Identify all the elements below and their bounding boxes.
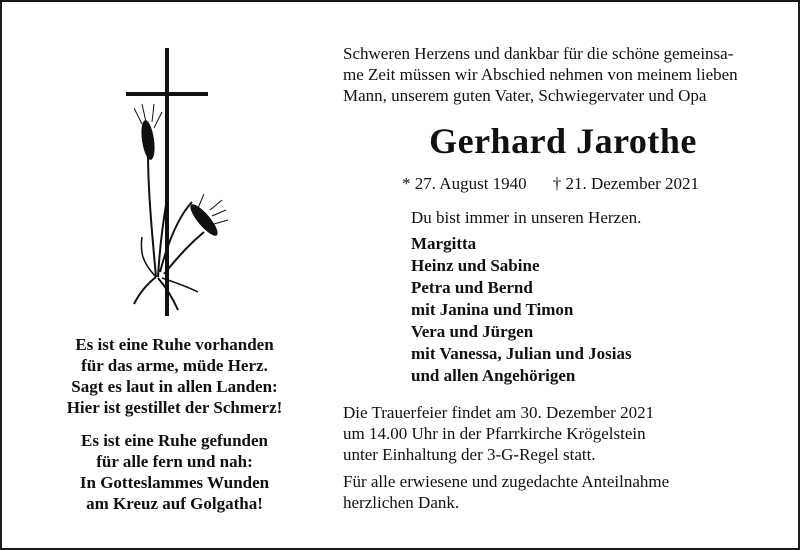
poem-line: In Gotteslammes Wunden — [79, 473, 270, 492]
poem-line: Es ist eine Ruhe gefunden — [80, 431, 269, 450]
poem-line: Sagt es laut in allen Landen: — [71, 377, 278, 396]
funeral-line: um 14.00 Uhr in der Pfarrkirche Krögelstein — [343, 424, 646, 443]
birth-date: * 27. August 1940 — [402, 174, 527, 193]
mourner: und allen Angehörigen — [411, 366, 576, 385]
poem-stanza-2 — [32, 430, 317, 514]
poem-line: Es ist eine Ruhe vorhanden — [75, 335, 274, 354]
cross-with-wheat-icon — [112, 42, 232, 322]
intro-text — [343, 43, 783, 106]
poem-stanza-1 — [32, 334, 317, 418]
thanks-line: herzlichen Dank. — [343, 493, 460, 512]
life-dates — [402, 174, 699, 194]
poem-line: Hier ist gestillet der Schmerz! — [66, 398, 283, 417]
mourner: Heinz und Sabine — [411, 256, 540, 275]
intro-line: Mann, unserem guten Vater, Schwiegervater und Opa — [343, 86, 707, 105]
funeral-info — [343, 402, 654, 465]
poem-line: am Kreuz auf Golgatha! — [86, 494, 263, 513]
death-date: † 21. Dezember 2021 — [552, 174, 700, 193]
funeral-line: Die Trauerfeier findet am 30. Dezember 2021 — [343, 403, 655, 422]
mourner: mit Vanessa, Julian und Josias — [411, 344, 632, 363]
thanks-text — [343, 471, 669, 513]
mourners-list — [411, 233, 632, 387]
mourner: Petra und Bernd — [411, 278, 533, 297]
poem-line: für das arme, müde Herz. — [81, 356, 268, 375]
funeral-line: unter Einhaltung der 3-G-Regel statt. — [343, 445, 596, 464]
intro-line: Schweren Herzens und dankbar für die schöne gemeinsa- — [343, 44, 734, 63]
mourner: Vera und Jürgen — [411, 322, 534, 341]
thanks-line: Für alle erwiesene und zugedachte Anteilnahme — [343, 472, 670, 491]
poem-line: für alle fern und nah: — [96, 452, 253, 471]
mourner: Margitta — [411, 234, 477, 253]
heart-line: Du bist immer in unseren Herzen. — [411, 208, 642, 227]
intro-line: me Zeit müssen wir Abschied nehmen von meinem lieben — [343, 65, 738, 84]
mourner: mit Janina und Timon — [411, 300, 574, 319]
deceased-name: Gerhard Jarothe — [429, 121, 697, 161]
